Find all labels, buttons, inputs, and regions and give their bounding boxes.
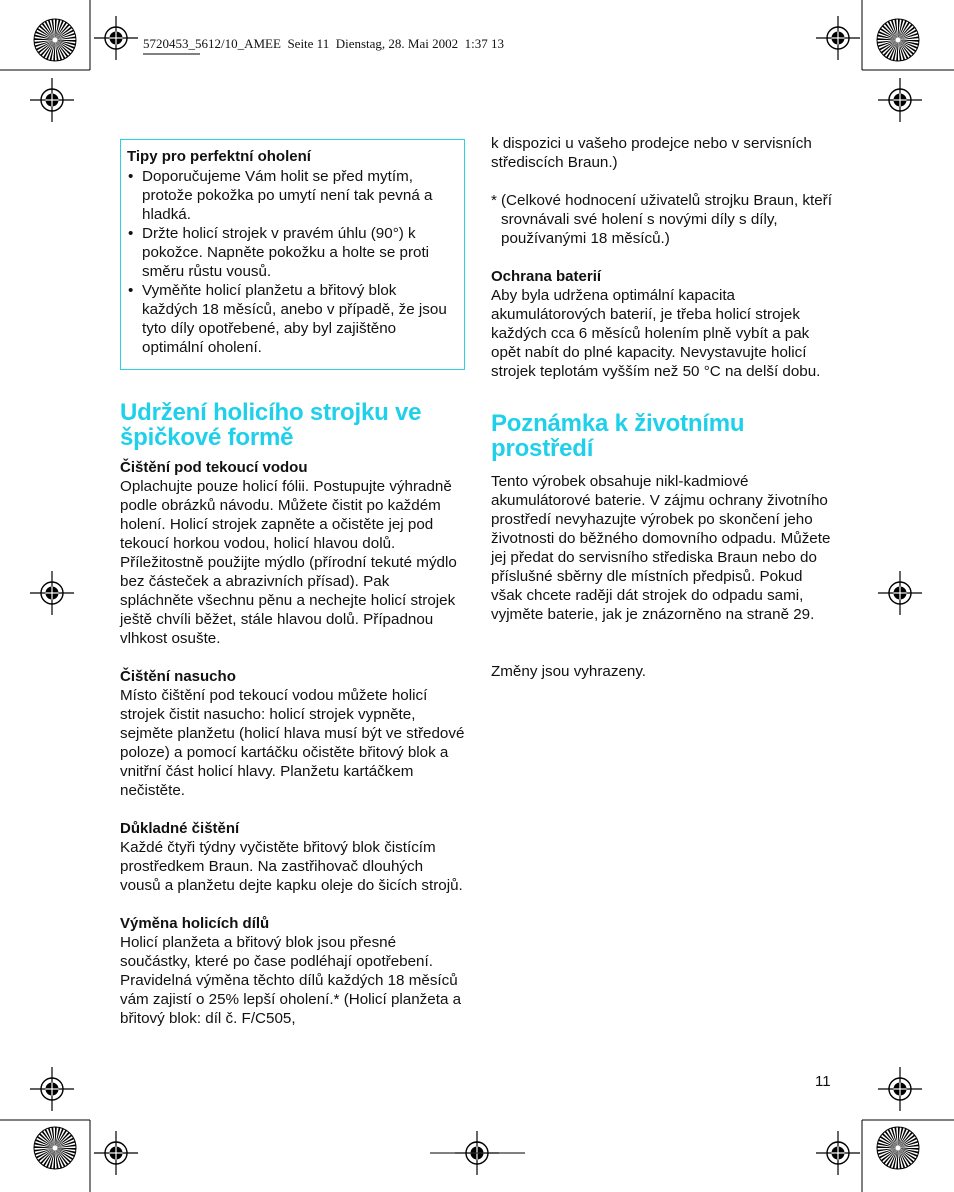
- tips-list: [127, 167, 456, 357]
- registration-mark-icon: [30, 1067, 74, 1111]
- registration-mark-icon: [878, 1067, 922, 1111]
- registration-mark-icon: [94, 16, 138, 60]
- registration-mark-icon: [878, 571, 922, 615]
- section-text: Aby byla udržena optimální kapacita akumulátorových baterií, je třeba holicí strojek každých cca 6 měsíců holením plně vybít a pak opět nabít do plné kapacity. Nevystavujte holicí strojek teplotám vyšším než 50 °C na delší dobu.: [491, 287, 821, 380]
- section-title: Ochrana baterií: [491, 268, 602, 285]
- changes-note: Změny jsou vyhrazeny.: [491, 663, 647, 680]
- tip-item: • Vyměňte holicí planžetu a břitový blok každých 18 měsíců, anebo v případě, že jsou tyto díly opotřebené, aby byl zajištěno optimální oholení.: [127, 281, 456, 357]
- left-column: [120, 139, 465, 1047]
- tips-title: Tipy pro perfektní oholení: [127, 148, 311, 165]
- section-replace-parts: [120, 914, 465, 1028]
- tips-box: [120, 139, 465, 370]
- footnote: [491, 191, 836, 248]
- registration-mark-icon: [30, 571, 74, 615]
- section-title: Čištění nasucho: [120, 668, 236, 685]
- section-title: Výměna holicích dílů: [120, 915, 270, 932]
- registration-mark-icon: [816, 16, 860, 60]
- section-rinse: [120, 458, 465, 648]
- environment-text: Tento výrobek obsahuje nikl-kadmiové akumulátorové baterie. V zájmu ochrany životního prostředí nevyhazujte výrobek po skončení jeho životnosti do běžného domovního odpadu. Můžete jej předat do servisního střediska Braun nebo do příslušné sběrny dle místních předpisů. Pokud však chcete raději dát strojek do odpadu sami, vyjměte baterie, jak je znázorněno na straně 29.: [491, 473, 831, 623]
- section-battery: [491, 267, 836, 381]
- section-text: Každé čtyři týdny vyčistěte břitový blok čistícím prostředkem Braun. Na zastřihovač dlouhých vousů a planžetu dejte kapku oleje do šicích strojů.: [120, 839, 463, 894]
- section-text: Místo čištění pod tekoucí vodou můžete holicí strojek čistit nasucho: holicí strojek vypněte, sejměte planžetu (holicí hlava musí být ve středové poloze) a pomocí kartáčku očistěte břitový blok a vnitřní část holicí hlavy. Planžetu kartáčkem nečistěte.: [120, 687, 465, 799]
- print-slug: 5720453_5612/10_AMEE Seite 11 Dienstag, 28. Mai 2002 1:37 13: [143, 36, 504, 51]
- page-number: 11: [815, 1073, 831, 1090]
- starburst-target-icon: [877, 19, 919, 61]
- registration-mark-icon: [94, 1131, 138, 1175]
- starburst-target-icon: [34, 19, 76, 61]
- section-title: Důkladné čištění: [120, 820, 240, 837]
- registration-mark-icon: [816, 1131, 860, 1175]
- section-thorough-clean: [120, 819, 465, 895]
- footnote-text: (Celkové hodnocení uživatelů strojku Braun, kteří srovnávali své holení s novými díly s díly, používanými 18 měsíců.): [501, 192, 832, 247]
- environment-heading: Poznámka k životnímu prostředí: [491, 410, 745, 462]
- tip-item: • Doporučujeme Vám holit se před mytím, protože pokožka po umytí není tak pevná a hladká.: [127, 167, 456, 224]
- section-title: Čištění pod tekoucí vodou: [120, 459, 308, 476]
- section-text: Holicí planžeta a břitový blok jsou přesné součástky, které po čase podléhají opotřebení. Pravidelná výměna těchto dílů každých 18 měsíců vám zajistí o 25% lepší oholení.* (Holicí planžeta a břitový blok: díl č. F/C505,: [120, 934, 462, 1027]
- starburst-target-icon: [34, 1127, 76, 1169]
- starburst-target-icon: [877, 1127, 919, 1169]
- tip-item: • Držte holicí strojek v pravém úhlu (90°) k pokožce. Napněte pokožku a holte se proti směru růstu vousů.: [127, 224, 456, 281]
- registration-mark-icon: [30, 78, 74, 122]
- section-text: Oplachujte pouze holicí fólii. Postupujte výhradně podle obrázků návodu. Můžete čistit po každém holení. Holicí strojek zapněte a očistěte jej pod tekoucí horkou vodou, holicí hlavou dolů. Příležitostně použijte mýdlo (přírodní tekuté mýdlo bez částeček a abrazivních přísad). Pak spláchněte všechnu pěnu a nechejte holicí strojek ještě chvíli běžet, stále hlavou dolů. Případnou vlhkost osušte.: [120, 478, 457, 647]
- registration-mark-icon: [878, 78, 922, 122]
- section-dry-clean: [120, 667, 465, 800]
- right-column: [491, 134, 836, 681]
- continuation-text: k dispozici u vašeho prodejce nebo v servisních střediscích Braun.): [491, 135, 812, 171]
- maintenance-heading: Udržení holicího strojku ve špičkové formě: [120, 399, 422, 451]
- footnote-marker: *: [491, 192, 497, 209]
